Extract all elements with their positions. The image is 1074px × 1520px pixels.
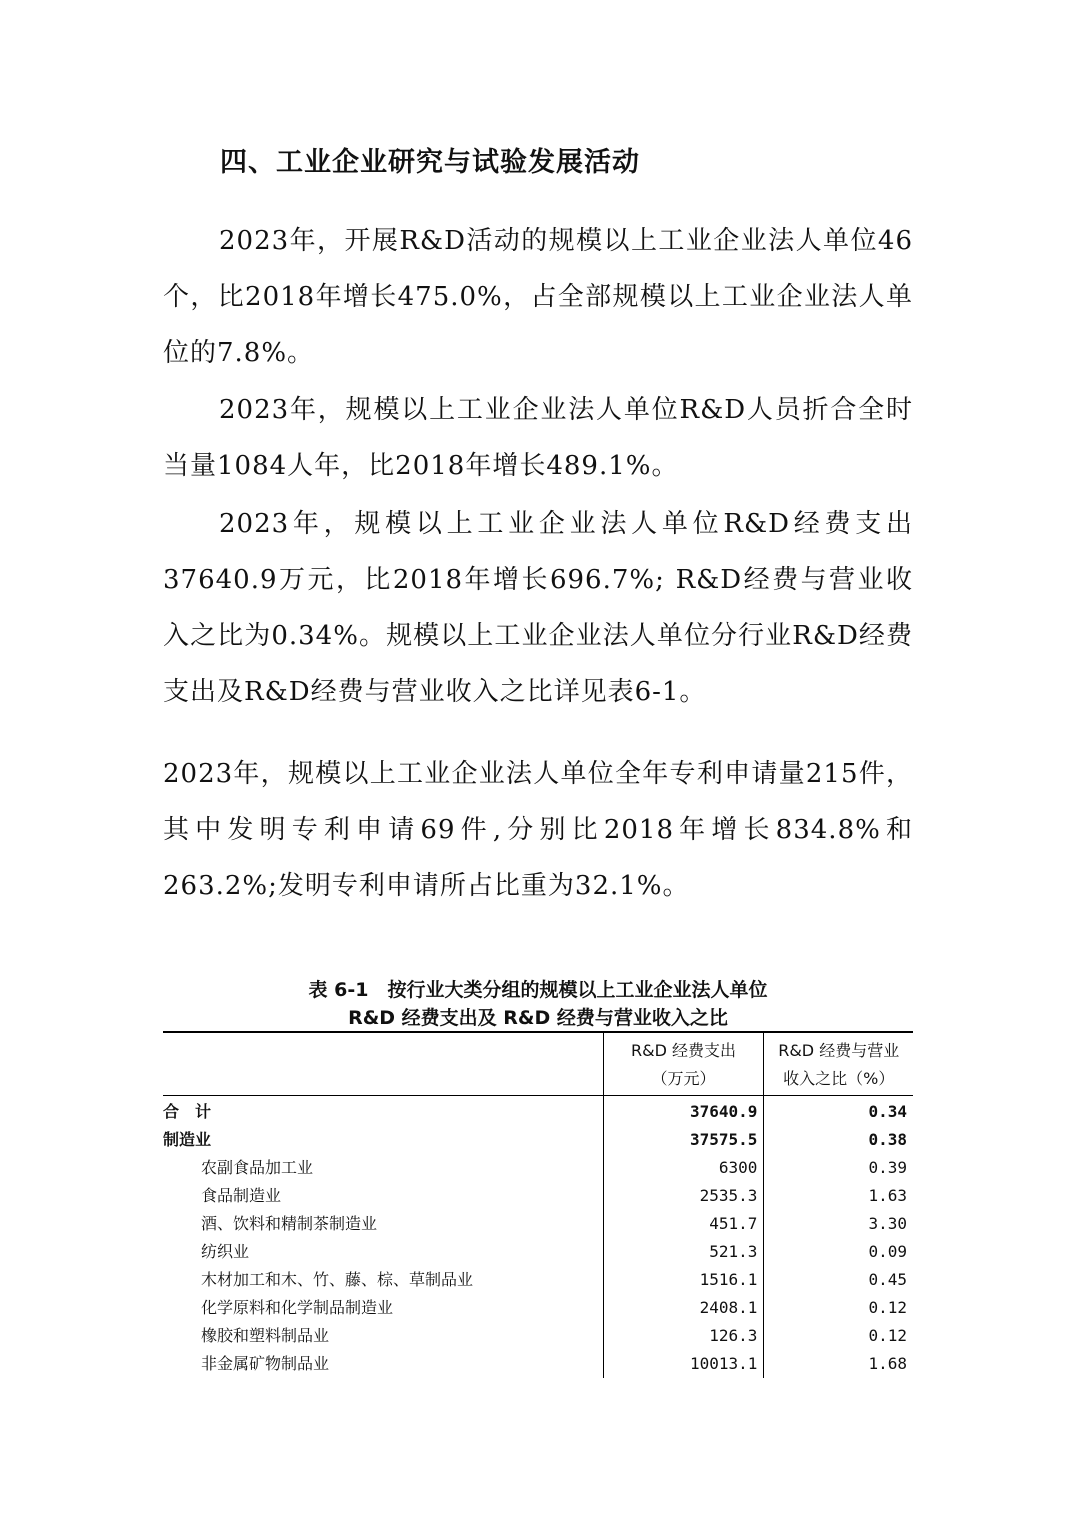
row-ratio: 0.12 xyxy=(764,1322,913,1350)
header-rd-spend-line1: R&D 经费支出 xyxy=(630,1041,736,1060)
paragraph-rd-expenditure: 2023年，规模以上工业企业法人单位R&D经费支出37640.9万元，比2018年增长696.7%; R&D经费与营业收入之比为0.34%。规模以上工业企业法人单位分行业R&D经费支出及R&D经费与营业收入之比详见表6-1。 xyxy=(163,509,913,707)
table-caption-line2: R&D 经费支出及 R&D 经费与营业收入之比 xyxy=(348,1007,728,1029)
rd-expenditure-table xyxy=(163,1031,913,1378)
paragraph-patents: 2023年，规模以上工业企业法人单位全年专利申请量215件，其中发明专利申请69件,分别比2018年增长834.8%和263.2%;发明专利申请所占比重为32.1%。 xyxy=(163,759,913,901)
header-rd-ratio-line1: R&D 经费与营业 xyxy=(778,1041,900,1060)
table-row xyxy=(163,1294,913,1322)
row-spend: 451.7 xyxy=(603,1210,764,1238)
row-name: 化学原料和化学制品制造业 xyxy=(201,1298,394,1317)
row-name: 合 计 xyxy=(163,1102,212,1121)
header-rd-spend xyxy=(603,1032,764,1096)
row-name: 食品制造业 xyxy=(201,1186,282,1205)
row-name: 木材加工和木、竹、藤、棕、草制品业 xyxy=(201,1270,474,1289)
row-name: 酒、饮料和精制茶制造业 xyxy=(201,1214,378,1233)
header-rd-ratio xyxy=(764,1032,913,1096)
table-row xyxy=(163,1238,913,1266)
table-caption-line1: 表 6-1 按行业大类分组的规模以上工业企业法人单位 xyxy=(308,979,768,1001)
section-heading: 四、工业企业研究与试验发展活动 xyxy=(220,147,640,178)
row-ratio: 0.34 xyxy=(764,1096,913,1127)
table-row xyxy=(163,1322,913,1350)
row-name: 制造业 xyxy=(163,1130,212,1149)
row-spend: 2535.3 xyxy=(603,1182,764,1210)
table-row xyxy=(163,1266,913,1294)
table-header-row xyxy=(163,1032,913,1096)
row-spend: 521.3 xyxy=(603,1238,764,1266)
table-row-manufacturing xyxy=(163,1126,913,1154)
row-ratio: 0.12 xyxy=(764,1294,913,1322)
row-ratio: 3.30 xyxy=(764,1210,913,1238)
header-industry xyxy=(163,1032,603,1096)
row-name: 橡胶和塑料制品业 xyxy=(201,1326,330,1345)
row-ratio: 0.09 xyxy=(764,1238,913,1266)
header-rd-ratio-line2: 收入之比（%） xyxy=(783,1069,895,1088)
table-row xyxy=(163,1154,913,1182)
paragraph-rd-personnel: 2023年，规模以上工业企业法人单位R&D人员折合全时当量1084人年，比2018年增长489.1%。 xyxy=(163,395,913,481)
table-row xyxy=(163,1182,913,1210)
row-name: 非金属矿物制品业 xyxy=(201,1354,330,1373)
table-row xyxy=(163,1210,913,1238)
row-spend: 2408.1 xyxy=(603,1294,764,1322)
row-ratio: 0.38 xyxy=(764,1126,913,1154)
paragraph-rd-units: 2023年，开展R&D活动的规模以上工业企业法人单位46个，比2018年增长475.0%，占全部规模以上工业企业法人单位的7.8%。 xyxy=(163,226,913,368)
row-ratio: 0.45 xyxy=(764,1266,913,1294)
row-spend: 1516.1 xyxy=(603,1266,764,1294)
row-ratio: 1.63 xyxy=(764,1182,913,1210)
row-name: 农副食品加工业 xyxy=(201,1158,314,1177)
row-ratio: 0.39 xyxy=(764,1154,913,1182)
row-spend: 37640.9 xyxy=(603,1096,764,1127)
table-row-total xyxy=(163,1096,913,1127)
header-rd-spend-line2: （万元） xyxy=(651,1069,716,1088)
row-spend: 10013.1 xyxy=(603,1350,764,1378)
row-ratio: 1.68 xyxy=(764,1350,913,1378)
row-spend: 6300 xyxy=(603,1154,764,1182)
row-spend: 126.3 xyxy=(603,1322,764,1350)
row-spend: 37575.5 xyxy=(603,1126,764,1154)
row-name: 纺织业 xyxy=(201,1242,250,1261)
table-row xyxy=(163,1350,913,1378)
